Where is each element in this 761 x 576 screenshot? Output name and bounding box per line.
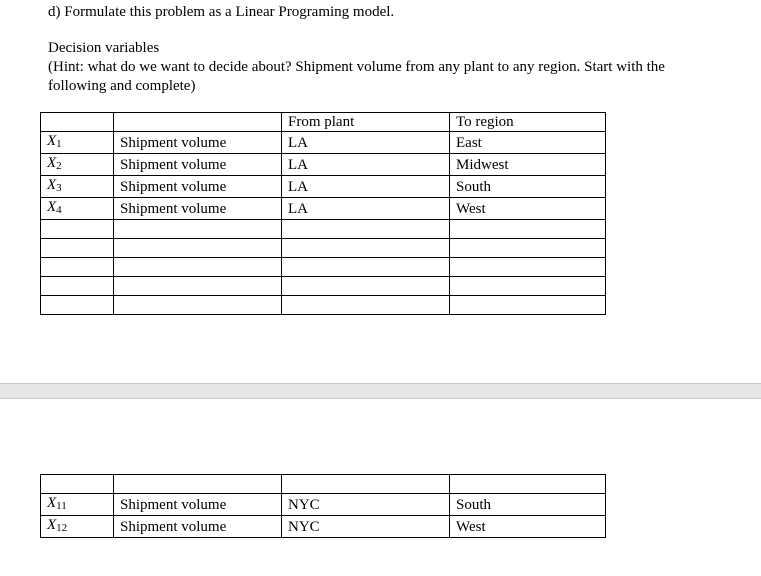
from-plant-cell[interactable]: LA [282,176,450,198]
variable-subscript: 1 [56,138,62,150]
table-row [41,132,606,154]
variable-cell[interactable] [41,176,114,198]
empty-cell[interactable] [282,258,450,277]
table-row [41,176,606,198]
variable-subscript: 12 [56,522,68,534]
to-region-cell[interactable]: South [450,176,606,198]
decision-variables-table-continued [40,474,606,538]
variable-name: X [47,177,57,193]
variable-cell[interactable] [41,198,114,220]
empty-cell[interactable] [114,296,282,315]
variable-subscript: 11 [56,500,67,512]
variable-cell[interactable] [41,516,114,538]
empty-cell[interactable] [282,296,450,315]
hint-line-2: following and complete) [48,78,196,94]
variable-name: X [47,199,57,215]
variable-cell[interactable] [41,154,114,176]
variable-name: X [47,155,57,171]
empty-table-row [41,475,606,494]
variable-cell[interactable] [41,132,114,154]
table-row [41,516,606,538]
description-cell[interactable]: Shipment volume [114,494,282,516]
to-region-cell[interactable]: East [450,132,606,154]
variable-name: X [47,133,57,149]
empty-table-row [41,277,606,296]
to-region-cell[interactable]: South [450,494,606,516]
decision-variables-table [40,112,606,315]
description-cell[interactable]: Shipment volume [114,176,282,198]
table-row [41,198,606,220]
variable-subscript: 4 [56,204,62,216]
empty-cell[interactable] [450,239,606,258]
empty-cell[interactable] [450,258,606,277]
variable-subscript: 3 [56,182,62,194]
header-to-region[interactable]: To region [450,113,606,132]
empty-cell[interactable] [41,239,114,258]
empty-cell[interactable] [41,277,114,296]
description-cell[interactable]: Shipment volume [114,154,282,176]
empty-cell[interactable] [41,475,114,494]
empty-cell[interactable] [450,220,606,239]
table-row [41,494,606,516]
from-plant-cell[interactable]: LA [282,198,450,220]
section-title: Decision variables [48,40,160,56]
empty-cell[interactable] [282,239,450,258]
hint-line-1: (Hint: what do we want to decide about? Shipment volume from any plant to any region. Start with the [48,59,665,75]
empty-table-row [41,258,606,277]
header-from-plant[interactable]: From plant [282,113,450,132]
empty-cell[interactable] [114,258,282,277]
variable-cell[interactable] [41,494,114,516]
empty-cell[interactable] [450,475,606,494]
from-plant-cell[interactable]: LA [282,132,450,154]
page-break-gap [0,383,761,399]
empty-table-row [41,220,606,239]
empty-cell[interactable] [114,475,282,494]
description-cell[interactable]: Shipment volume [114,132,282,154]
variable-name: X [47,517,57,533]
to-region-cell[interactable]: West [450,198,606,220]
empty-cell[interactable] [114,277,282,296]
variable-subscript: 2 [56,160,62,172]
empty-cell[interactable] [282,220,450,239]
description-cell[interactable]: Shipment volume [114,516,282,538]
table-row [41,154,606,176]
empty-cell[interactable] [41,296,114,315]
empty-cell[interactable] [450,277,606,296]
from-plant-cell[interactable]: NYC [282,516,450,538]
empty-cell[interactable] [282,475,450,494]
empty-cell[interactable] [114,239,282,258]
from-plant-cell[interactable]: NYC [282,494,450,516]
table-cell[interactable] [41,113,114,132]
variable-name: X [47,495,57,511]
empty-table-row [41,296,606,315]
from-plant-cell[interactable]: LA [282,154,450,176]
question-heading: d) Formulate this problem as a Linear Programing model. [48,4,395,20]
description-cell[interactable]: Shipment volume [114,198,282,220]
empty-cell[interactable] [282,277,450,296]
empty-table-row [41,239,606,258]
empty-cell[interactable] [450,296,606,315]
to-region-cell[interactable]: Midwest [450,154,606,176]
to-region-cell[interactable]: West [450,516,606,538]
empty-cell[interactable] [114,220,282,239]
empty-cell[interactable] [41,258,114,277]
table-cell[interactable] [114,113,282,132]
table-header-row [41,113,606,132]
empty-cell[interactable] [41,220,114,239]
